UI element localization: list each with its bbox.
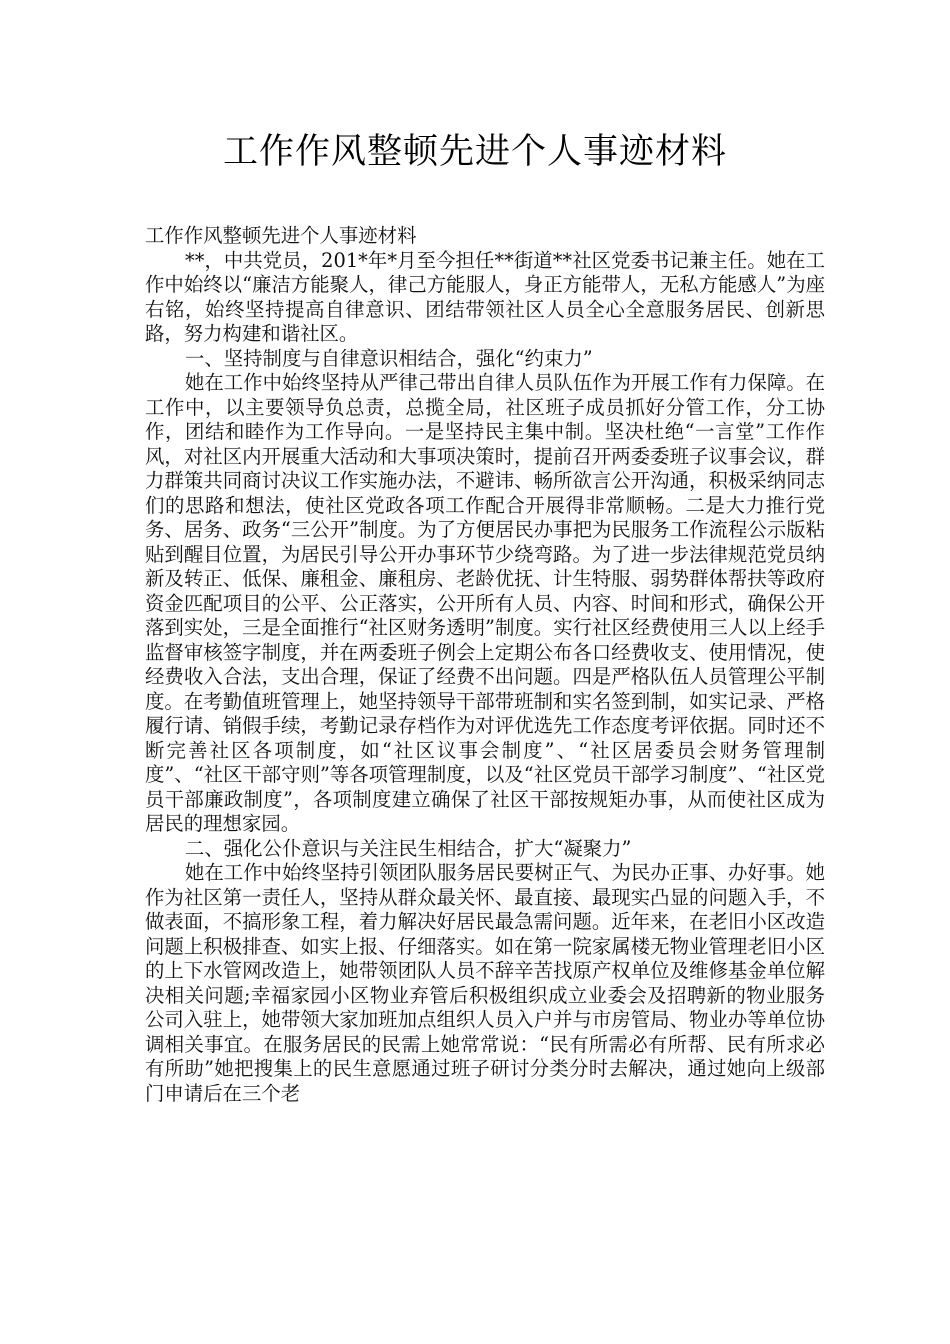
section-body-2: 她在工作中始终坚持引领团队服务居民要树正气、为民办正事、办好事。她作为社区第一责任人，坚持从群众最关怀、最直接、最现实凸显的问题入手，不做表面，不搞形象工程，着力解决好居民最急需问题。近年来，在老旧小区改造问题上积极排查、如实上报、仔细落实。如在第一院家属楼无物业管理老旧小区的上下水管网改造上，她带领团队人员不辞辛苦找原产权单位及维修基金单位解决相关问题;幸福家园小区物业弃管后积极组织成立业委会及招聘新的物业服务公司入驻上，她带领大家加班加点组织人员入户并与市房管局、物业办等单位协调相关事宜。在服务居民的民需上她常常说：“民有所需必有所帮、民有所求必有所助”她把搜集上的民生意愿通过班子研讨分类分时去解决，通过她向上级部门申请后在三个老	[145, 861, 825, 1105]
intro-paragraph: **，中共党员，201*年*月至今担任**街道**社区党委书记兼主任。她在工作中始终以“廉洁方能聚人，律己方能服人，身正方能带人，无私方能感人”为座右铭，始终坚持提高自律意识、团结带领社区人员全心全意服务居民、创新思路，努力构建和谐社区。	[145, 248, 825, 345]
body-heading: 工作作风整顿先进个人事迹材料	[145, 224, 417, 247]
section-body-1: 她在工作中始终坚持从严律己带出自律人员队伍作为开展工作有力保障。在工作中，以主要领导负总责，总揽全局，社区班子成员抓好分管工作，分工协作，团结和睦作为工作导向。一是坚持民主集中制。坚决杜绝“一言堂”工作作风，对社区内开展重大活动和大事项决策时，提前召开两委委班子议事会议，群力群策共同商讨决议工作实施办法，不避讳、畅所欲言公开沟通，积极采纳同志们的思路和想法，使社区党政各项工作配合开展得非常顺畅。二是大力推行党务、居务、政务“三公开”制度。为了方便居民办事把为民服务工作流程公示版粘贴到醒目位置，为居民引导公开办事环节少绕弯路。为了进一步法律规范党员纳新及转正、低保、廉租金、廉租房、老龄优抚、计生特服、弱势群体帮扶等政府资金匹配项目的公平、公正落实，公开所有人员、内容、时间和形式，确保公开落到实处，三是全面推行“社区财务透明”制度。实行社区经费使用三人以上经手监督审核签字制度，并在两委班子例会上定期公布各口经费收支、使用情况，使经费收入合法，支出合理，保证了经费不出问题。四是严格队伍人员管理公平制度。在考勤值班管理上，她坚持领导干部带班制和实名签到制，如实记录、严格履行请、销假手续，考勤记录存档作为对评优选先工作态度考评依据。同时还不断完善社区各项制度，如“社区议事会制度”、“社区居委员会财务管理制度”、“社区干部守则”等各项管理制度，以及“社区党员干部学习制度”、“社区党员干部廉政制度”，各项制度建立确保了社区干部按规矩办事，从而使社区成为居民的理想家园。	[145, 371, 825, 835]
section-heading-1: 一、坚持制度与自律意识相结合，强化“约束力”	[185, 346, 593, 370]
document-title: 工作作风整顿先进个人事迹材料	[222, 132, 727, 172]
document-body	[145, 224, 825, 1106]
section-heading-2: 二、强化公仆意识与关注民生相结合，扩大“凝聚力”	[185, 836, 632, 860]
